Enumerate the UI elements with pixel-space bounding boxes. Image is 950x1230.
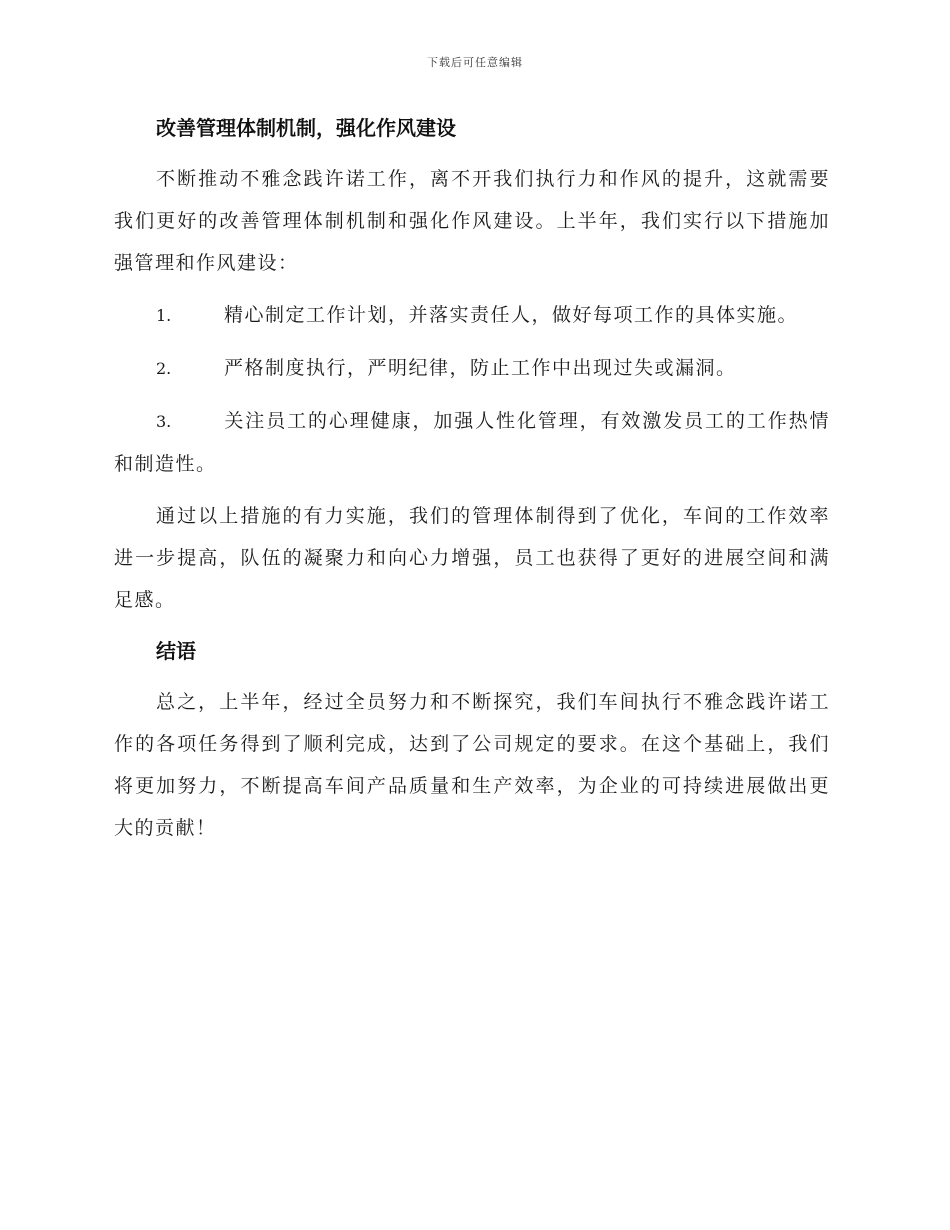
list-item-text: 关注员工的心理健康，加强人性化管理，有效激发员工的工作热情和制造性。	[114, 410, 830, 475]
list-item-text: 精心制定工作计划，并落实责任人，做好每项工作的具体实施。	[224, 304, 799, 326]
document-body	[114, 108, 830, 849]
list-item	[114, 400, 830, 485]
page-header-note: 下载后可任意编辑	[427, 56, 523, 69]
section-heading-management: 改善管理体制机制，强化作风建设	[156, 116, 456, 140]
list-item-text: 严格制度执行，严明纪律，防止工作中出现过失或漏洞。	[224, 357, 737, 379]
paragraph-conclusion: 总之，上半年，经过全员努力和不断探究，我们车间执行不雅念践许诺工作的各项任务得到了顺利完成，达到了公司规定的要求。在这个基础上，我们将更加努力，不断提高车间产品质量和生产效率，为企业的可持续进展做出更大的贡献！	[114, 691, 830, 839]
list-item-number: 2.	[156, 359, 172, 378]
paragraph-management-outro: 通过以上措施的有力实施，我们的管理体制得到了优化，车间的工作效率进一步提高，队伍的凝聚力和向心力增强，员工也获得了更好的进展空间和满足感。	[114, 505, 830, 611]
list-item-number: 3.	[156, 412, 172, 431]
list-item	[114, 347, 830, 390]
list-item	[114, 294, 830, 337]
section-heading-conclusion: 结语	[156, 639, 196, 663]
list-item-number: 1.	[156, 306, 172, 325]
paragraph-management-intro: 不断推动不雅念践许诺工作，离不开我们执行力和作风的提升，这就需要我们更好的改善管理体制机制和强化作风建设。上半年，我们实行以下措施加强管理和作风建设：	[114, 168, 830, 274]
